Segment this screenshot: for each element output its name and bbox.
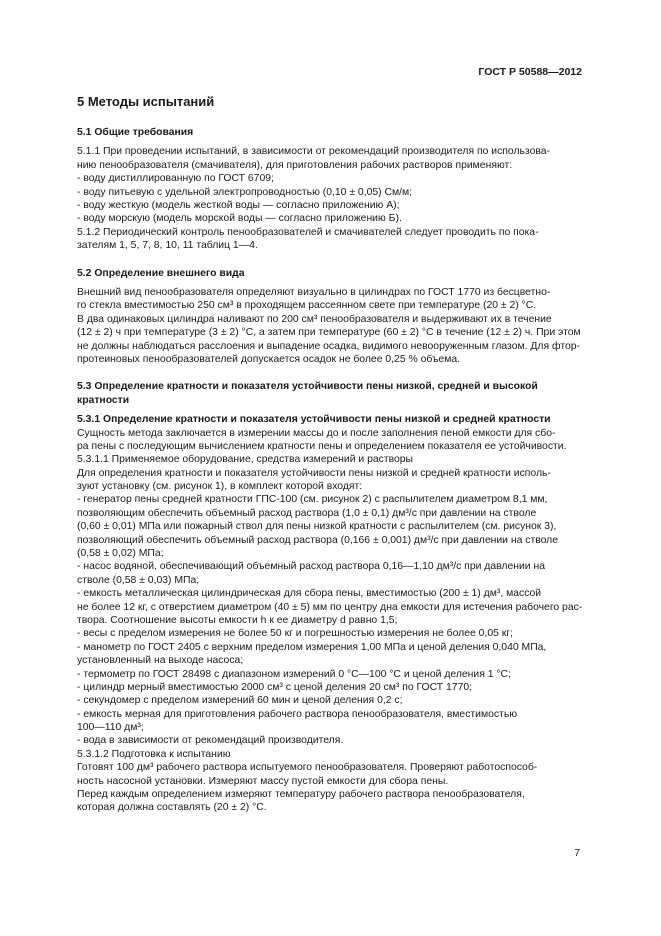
- text-line: протеиновых пенообразователей допускается осадок не более 0,25 % объема.: [77, 353, 461, 365]
- page-number: 7: [574, 848, 580, 859]
- list-item: - воду морскую (модель морской воды — согласно приложению Б).: [77, 213, 402, 225]
- text-line: В два одинаковых цилиндра наливают по 200 см³ пенообразователя и выдерживают их в течение: [77, 313, 552, 325]
- text-line: 5.3.1.1 Применяемое оборудование, средства измерений и растворы: [77, 454, 414, 466]
- subsection-title-5-2: 5.2 Определение внешнего вида: [77, 267, 245, 279]
- text-line: (0,60 ± 0,01) МПа или пожарный ствол для пены низкой кратности с распылителем (см. рисунок 3),: [77, 521, 557, 533]
- list-item: - генератор пены средней кратности ГПС-100 (см. рисунок 2) с распылителем диаметром 8,1 мм,: [77, 494, 548, 506]
- list-item: - воду жесткую (модель жесткой воды — согласно приложению А);: [77, 199, 400, 211]
- subsection-title-5-1: 5.1 Общие требования: [77, 127, 194, 138]
- list-item: - емкость мерная для приготовления рабочего раствора пенообразователя, вместимостью: [77, 708, 518, 720]
- text-line: Сущность метода заключается в измерении массы до и после заполнения пеной емкости для сбо-: [77, 427, 556, 439]
- text-line: зуют установку (см. рисунок 1), в комплект которой входят:: [77, 481, 363, 493]
- section-title: 5 Методы испытаний: [77, 94, 215, 109]
- text-line: ность насосной установки. Измеряют массу пустой емкости для сбора пены.: [77, 775, 449, 787]
- text-line: Перед каждым определением измеряют температуру рабочего раствора пенообразователя,: [77, 789, 525, 801]
- subsection-title-5-3-line1: 5.3 Определение кратности и показателя устойчивости пены низкой, средней и высокой: [77, 381, 538, 393]
- subsection-title-5-3-line2: кратности: [77, 394, 130, 406]
- text-line: (0,58 ± 0,02) МПа;: [77, 548, 164, 560]
- text-line: установленный на выходе насоса;: [77, 655, 244, 667]
- text-line: го стекла вместимостью 250 см³ в проходящем рассеянном свете при температуре (20 ± 2) °С.: [77, 300, 537, 312]
- text-line: не должны наблюдаться расслоения и выпадение осадка, видимого невооруженным глазом. Для фтор-: [77, 340, 580, 352]
- subsection-5-1-body: [77, 145, 583, 252]
- list-item: - весы с пределом измерения не более 50 кг и погрешностью измерения не более 0,05 кг;: [77, 628, 513, 640]
- text-line: зателям 1, 5, 7, 8, 10, 11 таблиц 1—4.: [77, 240, 258, 252]
- text-line: твора. Соотношение высоты емкости h к ее диаметру d равно 1,5;: [77, 614, 398, 626]
- text-line: Готовят 100 дм³ рабочего раствора испытуемого пенообразователя. Проверяют работоспособ-: [77, 762, 538, 774]
- text-line: которая должна составлять (20 ± 2) °С.: [77, 802, 267, 814]
- list-item: - секундомер с пределом измерений 60 мин и ценой деления 0,2 с;: [77, 695, 403, 707]
- list-item: - емкость металлическая цилиндрическая для сбора пены, вместимостью (200 ± 1) дм³, массой: [77, 588, 542, 600]
- text-line: не более 12 кг, с отверстием диаметром (40 ± 5) мм по центру дна емкости для истечения рабочего рас-: [77, 601, 583, 613]
- text-line: (12 ± 2) ч при температуре (3 ± 2) °С, а затем при температуре (60 ± 2) °С в течение (12 ± 2) ч. При этом: [77, 327, 581, 339]
- list-item: - воду дистиллированную по ГОСТ 6709;: [77, 173, 274, 185]
- text-line: ра пены с последующим вычислением кратности пены и определением показателя ее устойчивости.: [77, 440, 567, 452]
- list-item: - насос водяной, обеспечивающий объемный расход раствора 0,16—1,10 дм³/с при давлении на: [77, 561, 545, 573]
- text-line: 5.1.2 Периодический контроль пенообразователей и смачивателей следует проводить по пока-: [77, 226, 539, 238]
- subsection-title-5-3-1: 5.3.1 Определение кратности и показателя устойчивости пены низкой и средней кратности: [77, 414, 551, 426]
- list-item: - манометр по ГОСТ 2405 с верхним пределом измерения 1,00 МПа и ценой деления 0,040 МПа,: [77, 641, 547, 653]
- list-item: - цилиндр мерный вместимостью 2000 см³ с ценой деления 20 см³ по ГОСТ 1770;: [77, 681, 473, 693]
- text-line: 5.3.1.2 Подготовка к испытанию: [77, 748, 231, 760]
- subsection-title-5-3: [77, 380, 583, 407]
- text-line: 5.1.1 При проведении испытаний, в зависимости от рекомендаций производителя по использова-: [77, 146, 551, 158]
- subsection-5-2-body: [77, 286, 583, 366]
- list-item: - вода в зависимости от рекомендаций производителя.: [77, 735, 344, 747]
- list-item: - воду питьевую с удельной электропроводностью (0,10 ± 0,05) См/м;: [77, 186, 413, 198]
- list-item: - термометр по ГОСТ 28498 с диапазоном измерений 0 °С—100 °С и ценой деления 1 °С;: [77, 668, 511, 680]
- text-line: Для определения кратности и показателя устойчивости пены низкой и средней кратности исполь-: [77, 467, 551, 479]
- subsection-5-3-body: [77, 427, 583, 815]
- document-header: ГОСТ Р 50588—2012: [478, 66, 582, 78]
- text-line: Внешний вид пенообразователя определяют визуально в цилиндрах по ГОСТ 1770 из бесцветно-: [77, 286, 551, 298]
- text-line: позволяющим обеспечить объемный расход раствора (1,0 ± 0,1) дм³/с при давлении на стволе: [77, 507, 537, 519]
- text-line: 100—110 дм³;: [77, 722, 144, 734]
- page-content: [77, 94, 583, 815]
- text-line: позволяющий обеспечить объемный расход раствора (0,166 ± 0,001) дм³/с при давлении на стволе: [77, 534, 558, 546]
- text-line: нию пенообразователя (смачивателя), для приготовления рабочих растворов применяют:: [77, 159, 513, 171]
- text-line: стволе (0,58 ± 0,03) МПа;: [77, 574, 200, 586]
